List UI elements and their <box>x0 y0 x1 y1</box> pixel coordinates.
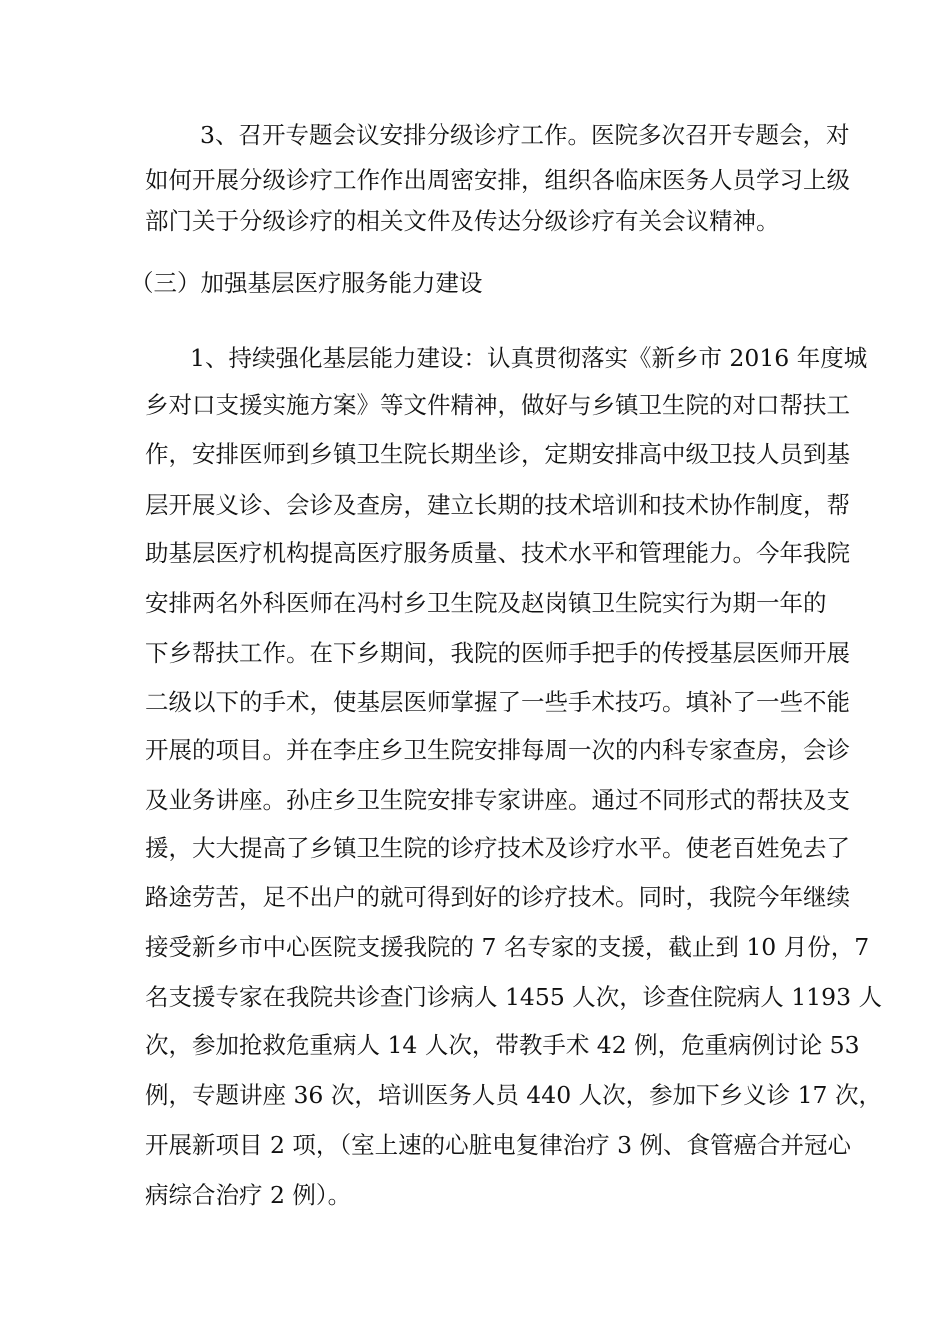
paragraph-1-line-15: 次，参加抢救危重病人 14 人次，带教手术 42 例，危重病例讨论 53 <box>145 1031 860 1059</box>
paragraph-1-line-14: 名支援专家在我院共诊查门诊病人 1455 人次，诊查住院病人 1193 人 <box>145 983 882 1011</box>
paragraph-1-line-2: 乡对口支援实施方案》等文件精神，做好与乡镇卫生院的对口帮扶工 <box>145 391 850 419</box>
paragraph-1-line-10: 及业务讲座。孙庄乡卫生院安排专家讲座。通过不同形式的帮扶及支 <box>145 786 850 814</box>
paragraph-3-line-1: 3、召开专题会议安排分级诊疗工作。医院多次召开专题会，对 <box>200 121 850 149</box>
paragraph-1-line-9: 开展的项目。并在李庄乡卫生院安排每周一次的内科专家查房，会诊 <box>145 736 850 764</box>
paragraph-1-line-8: 二级以下的手术，使基层医师掌握了一些手术技巧。填补了一些不能 <box>145 688 850 716</box>
paragraph-1-line-16: 例，专题讲座 36 次，培训医务人员 440 人次，参加下乡义诊 17 次， <box>145 1081 882 1109</box>
paragraph-1-line-6: 安排两名外科医师在冯村乡卫生院及赵岗镇卫生院实行为期一年的 <box>145 589 827 617</box>
paragraph-1-line-11: 援，大大提高了乡镇卫生院的诊疗技术及诊疗水平。使老百姓免去了 <box>145 834 850 862</box>
paragraph-1-line-1: 1、持续强化基层能力建设：认真贯彻落实《新乡市 2016 年度城 <box>190 344 868 372</box>
paragraph-3-line-2: 如何开展分级诊疗工作作出周密安排，组织各临床医务人员学习上级 <box>145 166 850 194</box>
paragraph-1-line-4: 层开展义诊、会诊及查房，建立长期的技术培训和技术协作制度，帮 <box>145 491 850 519</box>
paragraph-1-line-12: 路途劳苦，足不出户的就可得到好的诊疗技术。同时，我院今年继续 <box>145 883 850 911</box>
section-heading: （三）加强基层医疗服务能力建设 <box>130 269 483 297</box>
paragraph-1-line-5: 助基层医疗机构提高医疗服务质量、技术水平和管理能力。今年我院 <box>145 539 850 567</box>
paragraph-1-line-13: 接受新乡市中心医院支援我院的 7 名专家的支援，截止到 10 月份，7 <box>145 933 870 961</box>
paragraph-3-line-3: 部门关于分级诊疗的相关文件及传达分级诊疗有关会议精神。 <box>145 207 780 235</box>
paragraph-1-line-17: 开展新项目 2 项，（室上速的心脏电复律治疗 3 例、食管癌合并冠心 <box>145 1131 852 1159</box>
paragraph-1-line-3: 作，安排医师到乡镇卫生院长期坐诊，定期安排高中级卫技人员到基 <box>145 440 850 468</box>
paragraph-1-line-7: 下乡帮扶工作。在下乡期间，我院的医师手把手的传授基层医师开展 <box>145 639 850 667</box>
paragraph-1-line-18: 病综合治疗 2 例）。 <box>145 1181 352 1209</box>
